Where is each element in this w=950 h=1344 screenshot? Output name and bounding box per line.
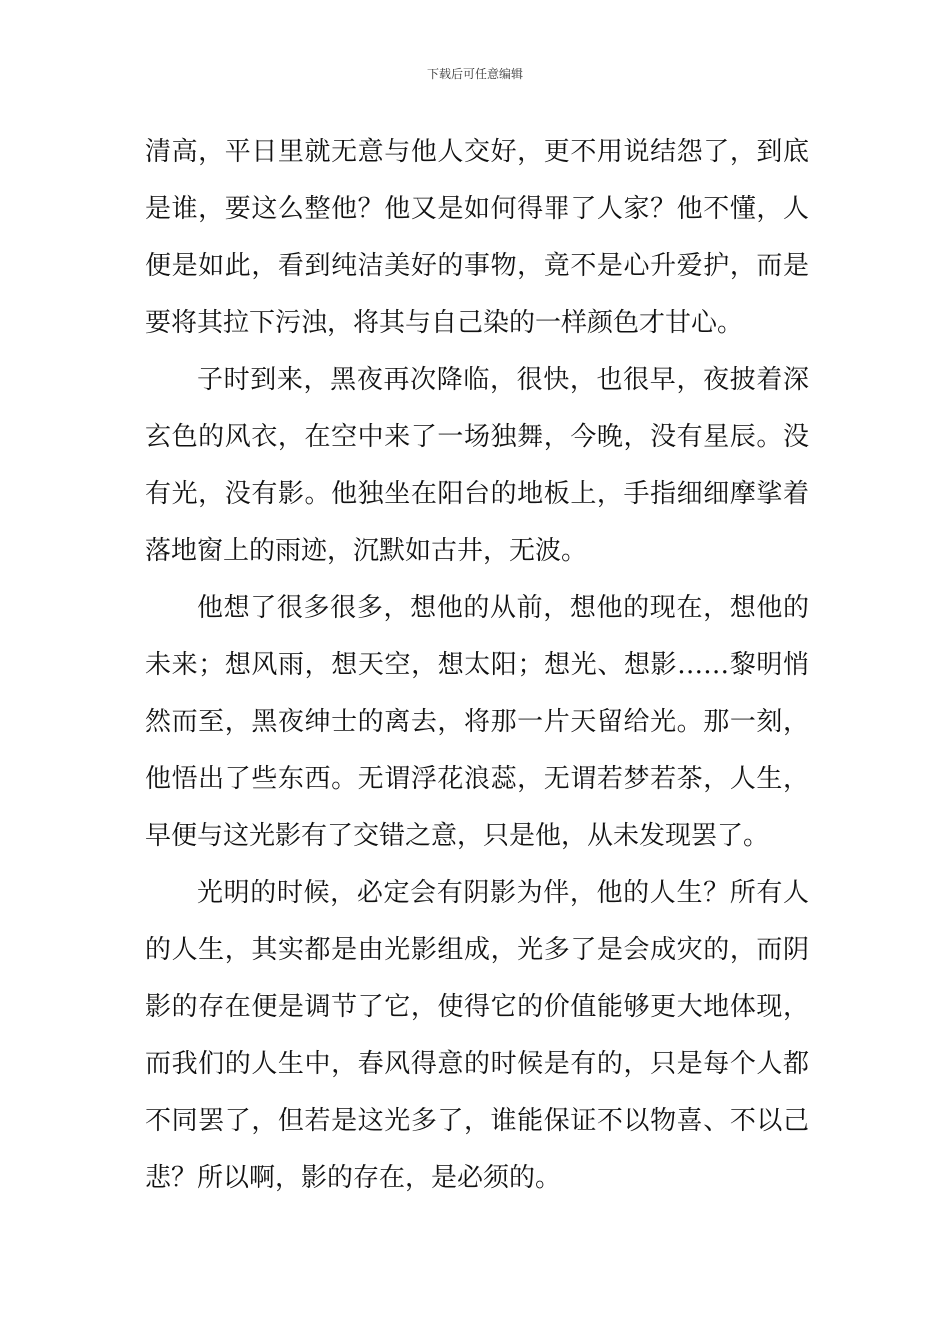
text-line: 而我们的人生中，春风得意的时候是有的，只是每个人都 [145,1049,809,1079]
text-line: 便是如此，看到纯洁美好的事物，竟不是心升爱护，而是 [145,251,809,281]
text-line-indented: 子时到来，黑夜再次降临，很快，也很早，夜披着深 [197,365,809,395]
text-line: 不同罢了，但若是这光多了，谁能保证不以物喜、不以己 [145,1106,809,1136]
text-line-indented: 他想了很多很多，想他的从前，想他的现在，想他的 [197,593,809,623]
text-line: 落地窗上的雨迹，沉默如古井，无波。 [145,536,588,566]
text-line: 是谁，要这么整他？他又是如何得罪了人家？他不懂，人 [145,194,809,224]
text-line: 悲？所以啊，影的存在，是必须的。 [145,1163,562,1193]
text-line: 然而至，黑夜绅士的离去，将那一片天留给光。那一刻， [145,707,809,737]
text-line: 的人生，其实都是由光影组成，光多了是会成灾的，而阴 [145,935,809,965]
document-body [145,128,809,1211]
text-line: 玄色的风衣，在空中来了一场独舞，今晚，没有星辰。没 [145,422,809,452]
page-header: 下载后可任意编辑 [426,67,523,81]
text-line-indented: 光明的时候，必定会有阴影为伴，他的人生？所有人 [197,878,809,908]
text-line: 清高，平日里就无意与他人交好，更不用说结怨了，到底 [145,137,809,167]
text-line: 未来；想风雨，想天空，想太阳；想光、想影……黎明悄 [145,650,809,680]
text-line: 早便与这光影有了交错之意，只是他，从未发现罢了。 [145,821,770,851]
text-line: 要将其拉下污浊，将其与自己染的一样颜色才甘心。 [145,308,744,338]
text-line: 他悟出了些东西。无谓浮花浪蕊，无谓若梦若茶，人生， [145,764,809,794]
text-line: 有光，没有影。他独坐在阳台的地板上，手指细细摩挲着 [145,479,809,509]
text-line: 影的存在便是调节了它，使得它的价值能够更大地体现， [145,992,809,1022]
